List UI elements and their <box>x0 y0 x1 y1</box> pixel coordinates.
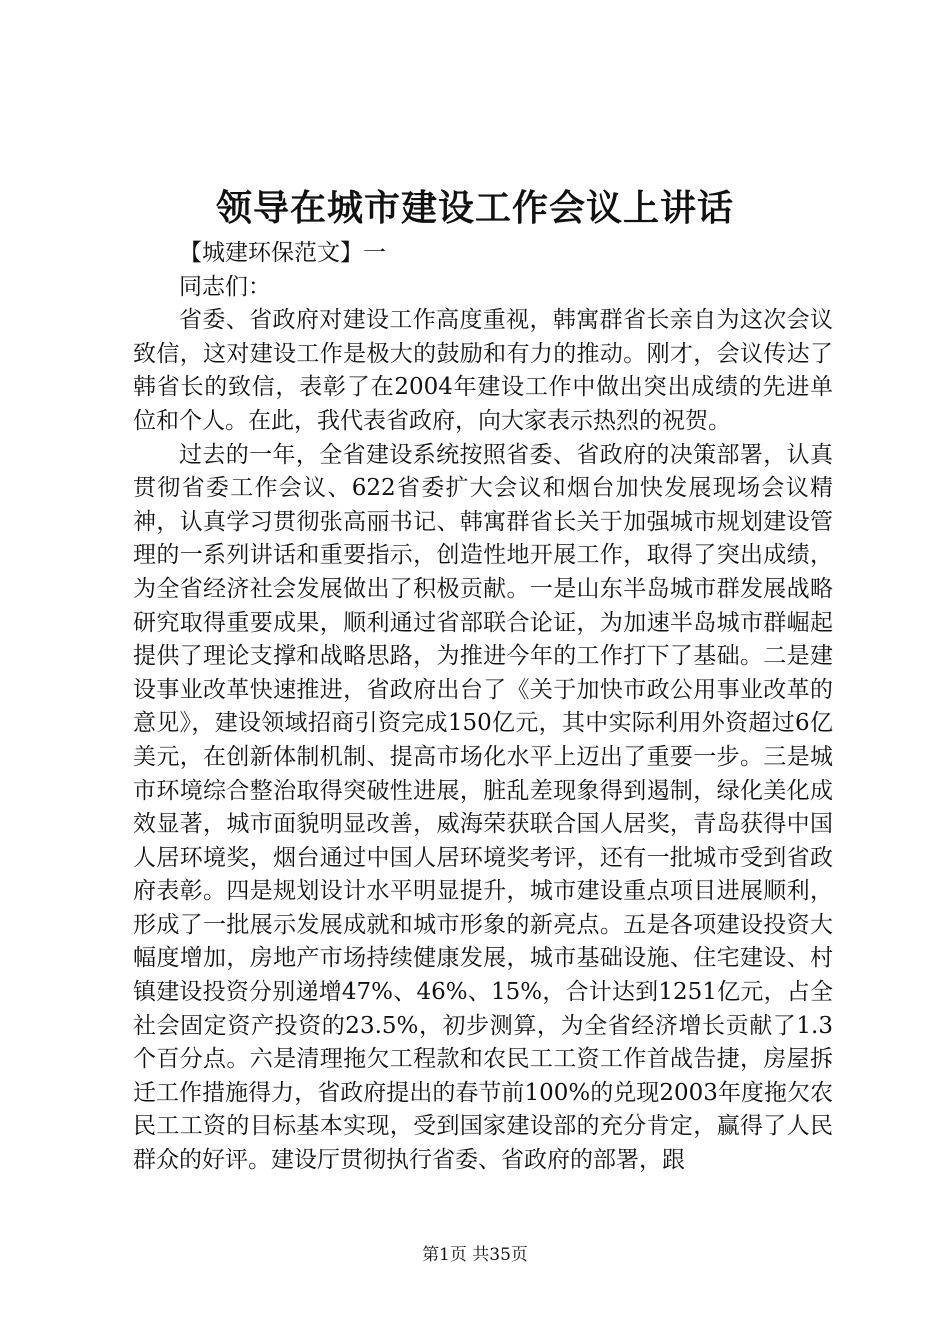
paragraph-review: 过去的一年，全省建设系统按照省委、省政府的决策部署，认真贯彻省委工作会议、622省委扩大会议和烟台加快发展现场会议精神，认真学习贯彻张高丽书记、韩寓群省长关于加强城市规划建设管理的一系列讲话和重要指示，创造性地开展工作，取得了突出成绩，为全省经济社会发展做出了积极贡献。一是山东半岛城市群发展战略研究取得重要成果，顺利通过省部联合论证，为加速半岛城市群崛起提供了理论支撑和战略思路，为推进今年的工作打下了基础。二是建设事业改革快速推进，省政府出台了《关于加快市政公用事业改革的意见》，建设领域招商引资完成150亿元，其中实际利用外资超过6亿美元，在创新体制机制、提高市场化水平上迈出了重要一步。三是城市环境综合整治取得突破性进展，脏乱差现象得到遏制，绿化美化成效显著，城市面貌明显改善，威海荣获联合国人居奖，青岛获得中国人居环境奖，烟台通过中国人居环境奖考评，还有一批城市受到省政府表彰。四是规划设计水平明显提升，城市建设重点项目进展顺利，形成了一批展示发展成就和城市形象的新亮点。五是各项建设投资大幅度增加，房地产市场持续健康发展，城市基础设施、住宅建设、村镇建设投资分别递增47%、46%、15%，合计达到1251亿元，占全社会固定资产投资的23.5%，初步测算，为全省经济增长贡献了1.3个百分点。六是清理拖欠工程款和农民工工资工作首战告捷，房屋拆迁工作措施得力，省政府提出的春节前100%的兑现2003年度拖欠农民工工资的目标基本实现，受到国家建设部的充分肯定，赢得了人民群众的好评。建设厅贯彻执行省委、省政府的部署，跟 <box>133 441 833 1174</box>
document-title: 领导在城市建设工作会议上讲话 <box>215 187 734 229</box>
document-body <box>133 237 833 1178</box>
paragraph-salutation: 同志们： <box>179 273 271 300</box>
page-footer: 第1页 共35页 <box>422 1245 528 1265</box>
paragraph-category: 【城建环保范文】一 <box>179 240 386 266</box>
paragraph-opening: 省委、省政府对建设工作高度重视，韩寓群省长亲自为这次会议致信，这对建设工作是极大的鼓励和有力的推动。刚才，会议传达了韩省长的致信，表彰了在2004年建设工作中做出突出成绩的先进单位和个人。在此，我代表省政府，向大家表示热烈的祝贺。 <box>133 307 833 434</box>
